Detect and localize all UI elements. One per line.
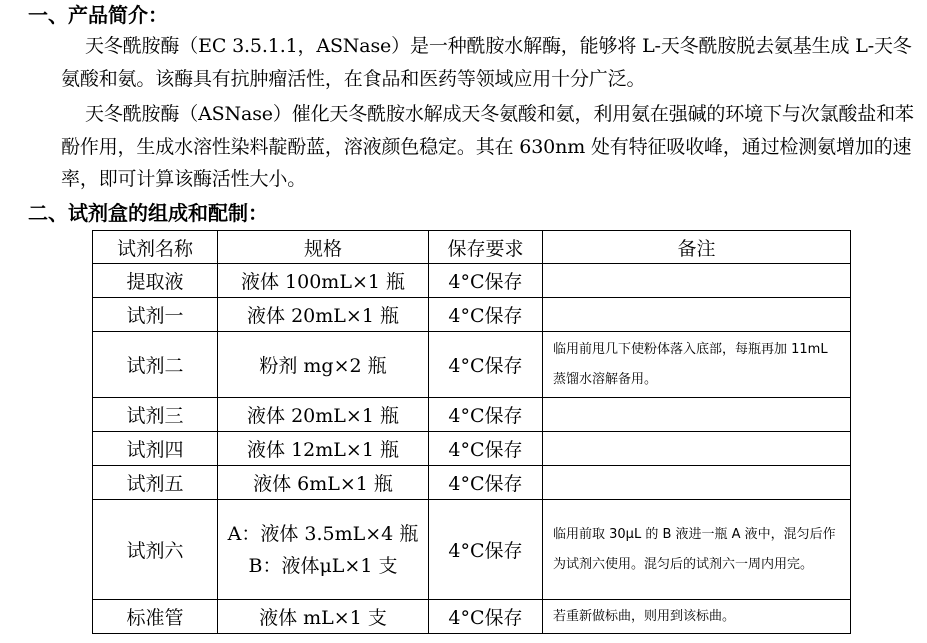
reagent-storage: 4°C保存	[429, 466, 543, 500]
reagent-note: 临用前甩几下使粉体落入底部，每瓶再加 11mL 蒸馏水溶解备用。	[543, 332, 851, 398]
reagent-storage: 4°C保存	[429, 432, 543, 466]
reagent-name: 试剂二	[93, 332, 218, 398]
reagent-name: 试剂四	[93, 432, 218, 466]
header-reagent-name: 试剂名称	[93, 231, 218, 264]
reagent-note	[543, 432, 851, 466]
table-row	[93, 298, 851, 332]
table-row	[93, 500, 851, 600]
section-title-product-intro: 一、产品简介：	[28, 3, 168, 27]
intro-paragraph-1: 天冬酰胺酶（EC 3.5.1.1，ASNase）是一种酰胺水解酶，能够将 L-天冬酰胺脱去氨基生成 L-天冬氨酸和氨。该酶具有抗肿瘤活性，在食品和医药等领域应用十分广泛。	[61, 35, 912, 90]
reagent-note	[543, 264, 851, 298]
reagent-note	[543, 466, 851, 500]
reagent-spec: 液体 100mL×1 瓶	[218, 264, 429, 298]
kit-composition-table	[92, 230, 851, 634]
reagent-name: 标准管	[93, 600, 218, 634]
reagent-spec-part-b: B：液体μL×1 支	[248, 554, 398, 577]
reagent-spec: 粉剂 mg×2 瓶	[218, 332, 429, 398]
reagent-spec: 液体 20mL×1 瓶	[218, 398, 429, 432]
reagent-name: 试剂六	[93, 500, 218, 600]
table-header-row	[93, 231, 851, 264]
header-spec: 规格	[218, 231, 429, 264]
reagent-storage: 4°C保存	[429, 600, 543, 634]
header-storage: 保存要求	[429, 231, 543, 264]
table-row	[93, 264, 851, 298]
reagent-spec-part-a: A：液体 3.5mL×4 瓶	[227, 522, 419, 545]
reagent-storage: 4°C保存	[429, 500, 543, 600]
reagent-note: 若重新做标曲，则用到该标曲。	[543, 600, 851, 634]
reagent-note	[543, 298, 851, 332]
reagent-name: 提取液	[93, 264, 218, 298]
reagent-spec: 液体 6mL×1 瓶	[218, 466, 429, 500]
intro-paragraph-2: 天冬酰胺酶（ASNase）催化天冬酰胺水解成天冬氨酸和氨，利用氨在强碱的环境下与次氯酸盐和苯酚作用，生成水溶性染料靛酚蓝，溶液颜色稳定。其在 630nm 处有特征吸收峰，通过检测氨增加的速率，即可计算该酶活性大小。	[61, 103, 914, 190]
section-title-kit-composition: 二、试剂盒的组成和配制：	[28, 201, 268, 225]
reagent-name: 试剂一	[93, 298, 218, 332]
reagent-storage: 4°C保存	[429, 264, 543, 298]
reagent-name: 试剂五	[93, 466, 218, 500]
reagent-storage: 4°C保存	[429, 332, 543, 398]
reagent-spec	[218, 500, 429, 600]
reagent-name: 试剂三	[93, 398, 218, 432]
table-row	[93, 600, 851, 634]
reagent-storage: 4°C保存	[429, 298, 543, 332]
table-row	[93, 466, 851, 500]
table-row	[93, 432, 851, 466]
table-row	[93, 332, 851, 398]
header-note: 备注	[543, 231, 851, 264]
reagent-note	[543, 398, 851, 432]
reagent-spec: 液体 mL×1 支	[218, 600, 429, 634]
table-row	[93, 398, 851, 432]
reagent-spec: 液体 12mL×1 瓶	[218, 432, 429, 466]
reagent-note: 临用前取 30μL 的 B 液进一瓶 A 液中，混匀后作为试剂六使用。混匀后的试剂六一周内用完。	[543, 500, 851, 600]
reagent-spec: 液体 20mL×1 瓶	[218, 298, 429, 332]
reagent-storage: 4°C保存	[429, 398, 543, 432]
